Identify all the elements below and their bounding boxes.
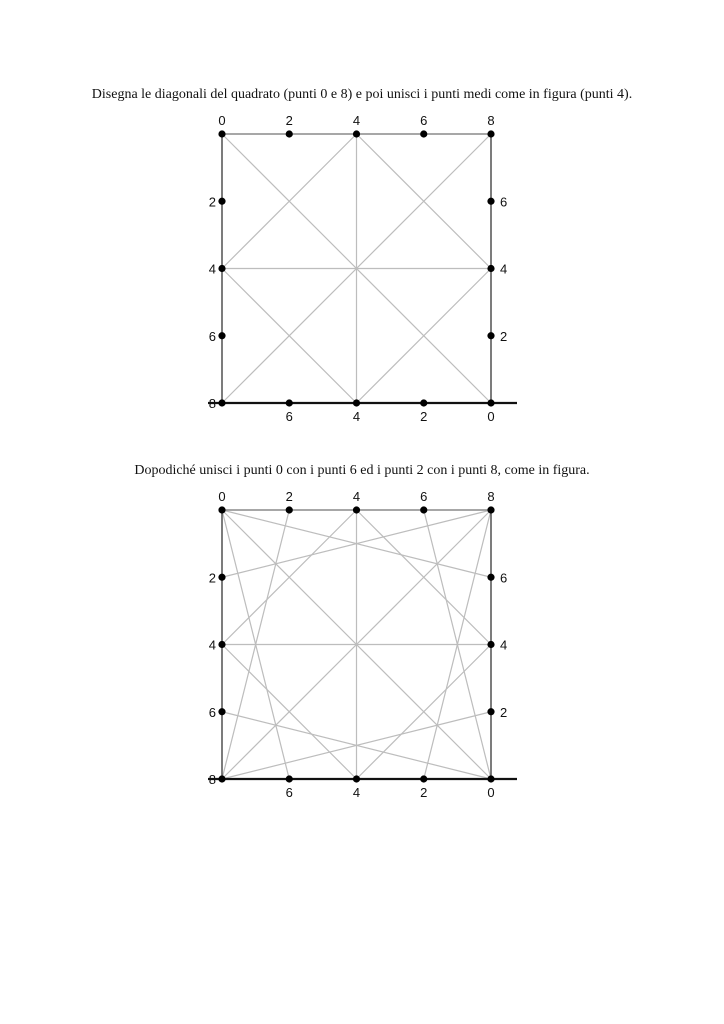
bottom-label: 2 [420, 785, 428, 800]
point-dot [487, 399, 494, 406]
top-label: 6 [420, 113, 428, 128]
left-label: 4 [208, 261, 216, 277]
point-dot [487, 574, 494, 581]
top-label: 2 [285, 113, 293, 128]
left-label: 6 [208, 328, 216, 344]
point-dot [286, 506, 293, 513]
point-dot [218, 641, 225, 648]
top-label: 8 [487, 113, 495, 128]
bottom-label: 0 [487, 409, 495, 424]
bottom-label: 6 [285, 409, 293, 424]
point-dot [286, 399, 293, 406]
point-dot [420, 506, 427, 513]
right-label: 6 [500, 194, 508, 210]
top-label: 2 [285, 489, 293, 504]
point-dot [218, 130, 225, 137]
top-label: 0 [218, 489, 226, 504]
bottom-label: 0 [487, 785, 495, 800]
top-label: 0 [218, 113, 226, 128]
point-dot [353, 130, 360, 137]
point-dot [487, 332, 494, 339]
point-dot [353, 506, 360, 513]
point-dot [218, 574, 225, 581]
point-dot [353, 399, 360, 406]
point-dot [218, 399, 225, 406]
bottom-label: 6 [285, 785, 293, 800]
point-dot [487, 506, 494, 513]
point-dot [420, 399, 427, 406]
point-dot [218, 506, 225, 513]
top-label: 4 [352, 489, 361, 504]
right-label: 4 [500, 637, 508, 653]
right-label: 2 [500, 704, 508, 720]
right-label: 6 [500, 570, 508, 586]
right-label: 4 [500, 261, 508, 277]
square-figure-1 [0, 110, 724, 450]
instruction-1: Disegna le diagonali del quadrato (punti 0 e 8) e poi unisci i punti medi come in figura (punti 4). [91, 87, 633, 102]
point-dot [487, 775, 494, 782]
left-label: 8 [208, 396, 216, 411]
left-label: 6 [208, 704, 216, 720]
left-label: 8 [208, 772, 216, 787]
bottom-label: 4 [352, 409, 361, 424]
point-dot [218, 775, 225, 782]
point-dot [353, 775, 360, 782]
instruction-2: Dopodiché unisci i punti 0 con i punti 6 ed i punti 2 con i punti 8, come in figura. [134, 463, 590, 478]
right-label: 2 [500, 328, 508, 344]
point-dot [218, 198, 225, 205]
square-figure-2 [0, 486, 724, 826]
point-dot [487, 265, 494, 272]
point-dot [218, 265, 225, 272]
point-dot [420, 130, 427, 137]
left-label: 4 [208, 637, 216, 653]
bottom-label: 4 [352, 785, 361, 800]
point-dot [487, 198, 494, 205]
left-label: 2 [208, 570, 216, 586]
point-dot [487, 708, 494, 715]
top-label: 6 [420, 489, 428, 504]
point-dot [487, 130, 494, 137]
point-dot [286, 775, 293, 782]
point-dot [218, 708, 225, 715]
top-label: 4 [352, 113, 361, 128]
left-label: 2 [208, 194, 216, 210]
point-dot [218, 332, 225, 339]
point-dot [286, 130, 293, 137]
point-dot [487, 641, 494, 648]
point-dot [420, 775, 427, 782]
bottom-label: 2 [420, 409, 428, 424]
top-label: 8 [487, 489, 495, 504]
